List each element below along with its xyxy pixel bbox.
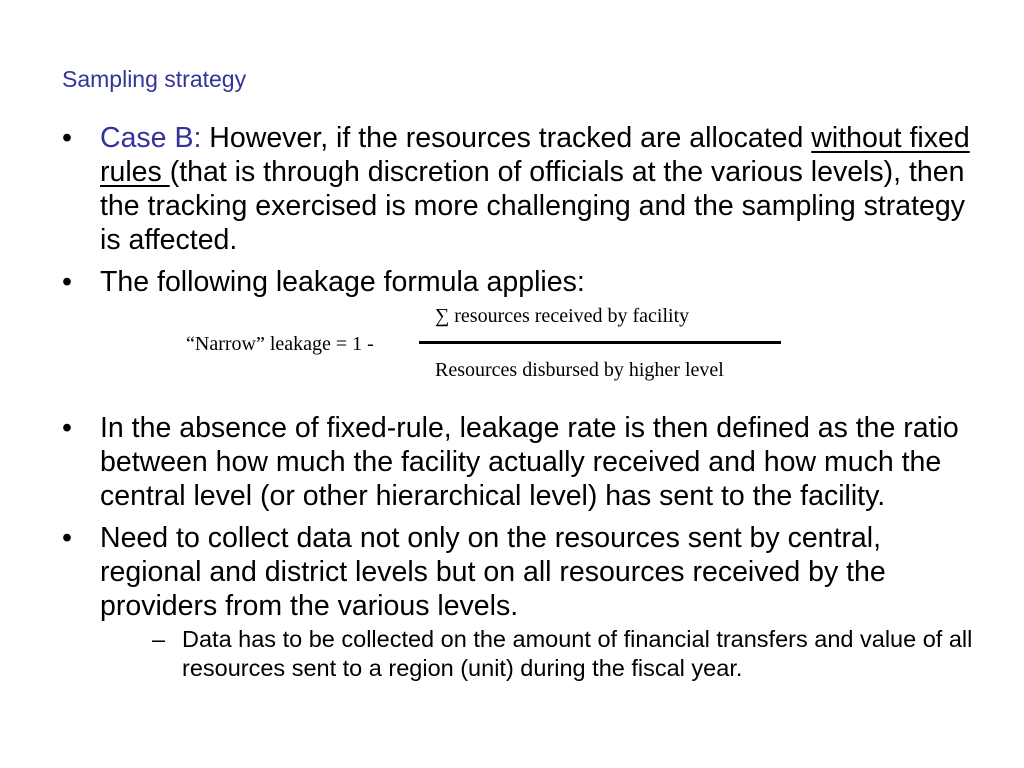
bullet-case-b — [62, 121, 982, 257]
formula-lhs: “Narrow” leakage = 1 - — [186, 333, 374, 355]
bullet-collect-data — [62, 521, 982, 683]
slide-title: Sampling strategy — [62, 66, 247, 92]
bullet-marker: • — [62, 412, 72, 444]
sub-bullet-text: Data has to be collected on the amount of financial transfers and value of all resources sent to a region (unit) during the fiscal year. — [182, 626, 973, 681]
bullet-marker: • — [62, 122, 72, 154]
sub-bullet-marker: – — [152, 626, 166, 652]
bullet-marker: • — [62, 522, 72, 554]
case-b-text-a: However, if the resources tracked are allocated — [201, 122, 812, 154]
case-b-label: Case B: — [100, 122, 202, 154]
case-b-text-b: (that is through discretion of officials at the various levels), then the tracking exercised is more challenging and the sampling strategy is affected. — [100, 156, 965, 256]
fixed-rule-text: In the absence of fixed-rule, leakage rate is then defined as the ratio between how much the facility actually received and how much the central level (or other hierarchical level) has sent to the facility. — [100, 412, 959, 512]
fraction-bar — [419, 341, 781, 344]
sub-bullet-fiscal-year — [100, 625, 982, 683]
bullet-fixed-rule — [62, 411, 982, 513]
formula-denominator: Resources disbursed by higher level — [435, 359, 724, 381]
formula-intro-text: The following leakage formula applies: — [100, 266, 585, 298]
leakage-formula — [62, 307, 982, 399]
collect-data-text: Need to collect data not only on the resources sent by central, regional and district levels but on all resources received by the providers from the various levels. — [100, 522, 886, 622]
bullet-formula-intro — [62, 265, 982, 299]
formula-numerator: ∑ resources received by facility — [435, 305, 690, 327]
bullet-marker: • — [62, 266, 72, 298]
bullet-list — [62, 121, 982, 691]
case-b-underlined: without fixed rules — [100, 122, 970, 188]
